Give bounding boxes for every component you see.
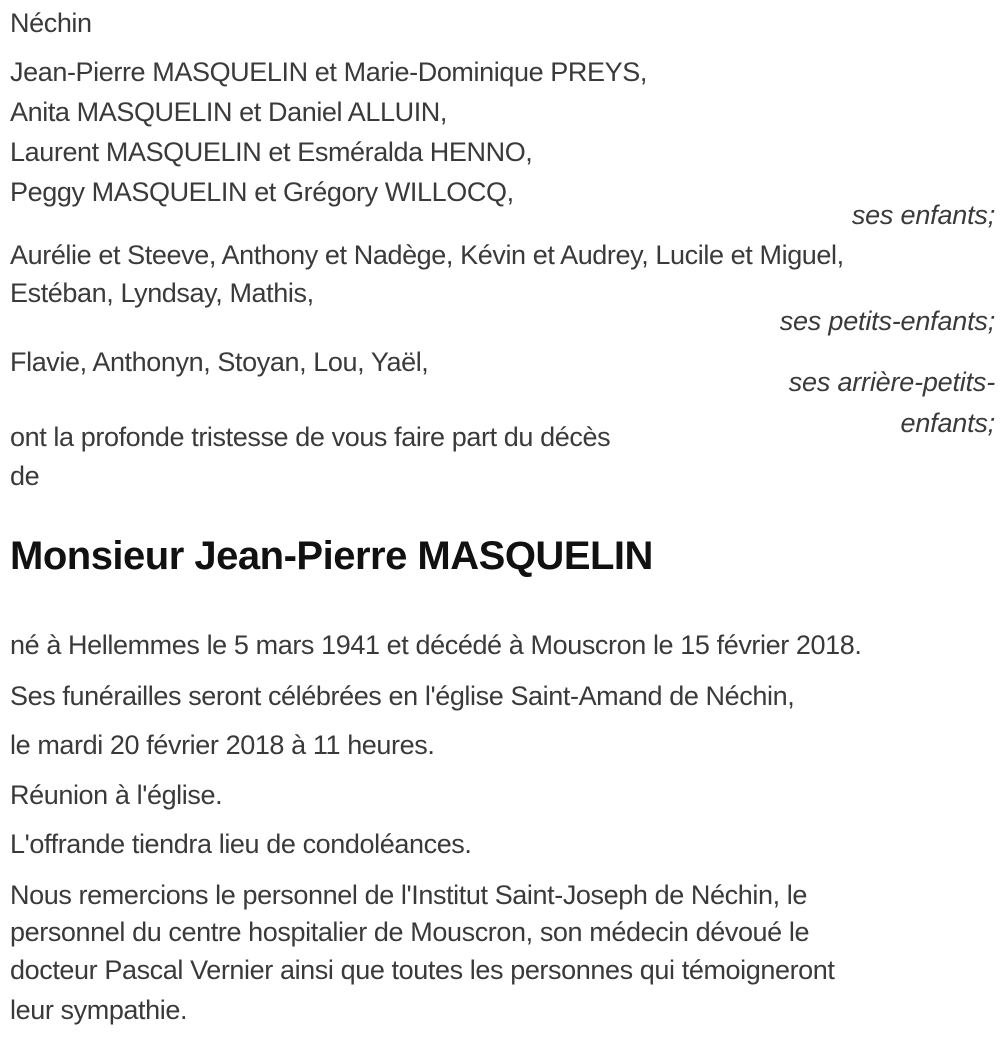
relation-label-great-grandchildren: enfants; [900, 408, 995, 438]
thanks-line: Nous remercions le personnel de l'Institut Saint-Joseph de Néchin, le [10, 880, 807, 910]
children-line: Laurent MASQUELIN et Esméralda HENNO, [10, 137, 533, 167]
detail-line-birth-death: né à Hellemmes le 5 mars 1941 et décédé à Mouscron le 15 février 2018. [10, 630, 862, 660]
detail-line-funeral-date: le mardi 20 février 2018 à 11 heures. [10, 730, 435, 760]
thanks-line: leur sympathie. [10, 995, 188, 1025]
detail-line-offering: L'offrande tiendra lieu de condoléances. [10, 829, 472, 859]
grandchildren-line: Estéban, Lyndsay, Mathis, [10, 278, 314, 308]
children-line: Anita MASQUELIN et Daniel ALLUIN, [10, 97, 447, 127]
city-line: Néchin [10, 8, 92, 38]
intro-line: de [10, 461, 40, 491]
intro-line: ont la profonde tristesse de vous faire part du décès [10, 422, 611, 452]
detail-line-meeting: Réunion à l'église. [10, 780, 223, 810]
children-line: Jean-Pierre MASQUELIN et Marie-Dominique PREYS, [10, 57, 647, 87]
relation-label-grandchildren: ses petits-enfants; [779, 306, 995, 336]
children-line: Peggy MASQUELIN et Grégory WILLOCQ, [10, 177, 514, 207]
relation-label-children: ses enfants; [851, 200, 995, 230]
thanks-line: personnel du centre hospitalier de Mouscron, son médecin dévoué le [10, 917, 810, 947]
deceased-name-title: Monsieur Jean-Pierre MASQUELIN [10, 534, 653, 578]
thanks-line: docteur Pascal Vernier ainsi que toutes les personnes qui témoigneront [10, 955, 835, 985]
relation-label-great-grandchildren: ses arrière-petits- [788, 367, 995, 397]
detail-line-funeral-church: Ses funérailles seront célébrées en l'église Saint-Amand de Néchin, [10, 681, 795, 711]
great-grandchildren-line: Flavie, Anthonyn, Stoyan, Lou, Yaël, [10, 347, 429, 377]
grandchildren-line: Aurélie et Steeve, Anthony et Nadège, Kévin et Audrey, Lucile et Miguel, [10, 240, 844, 270]
